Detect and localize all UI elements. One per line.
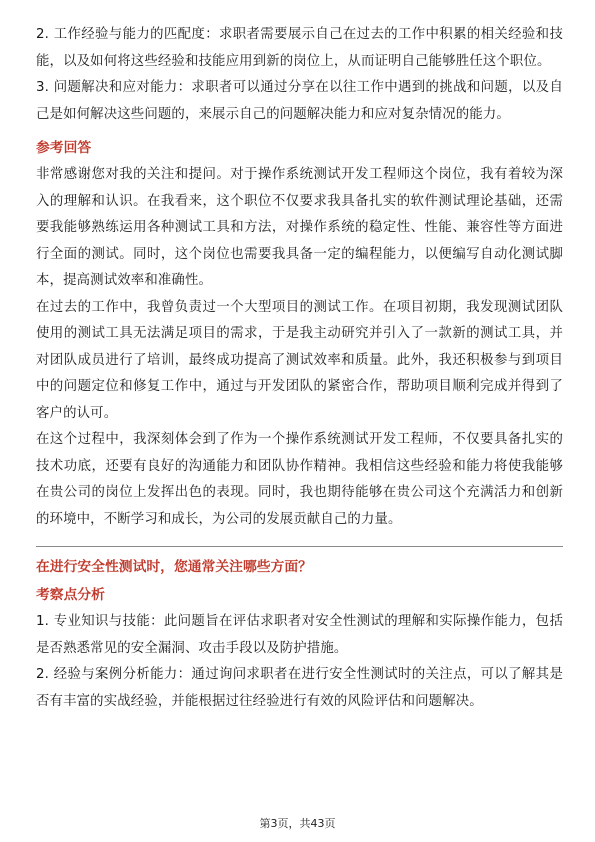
- section-heading: 参考回答: [36, 140, 92, 156]
- list-item: 2. 经验与案例分析能力：通过询问求职者在进行安全性测试时的关注点，可以了解其是否有丰富的实战经验，并能根据过往经验进行有效的风险评估和问题解决。: [36, 667, 563, 709]
- list-item: 2. 工作经验与能力的匹配度：求职者需要展示自己在过去的工作中积累的相关经验和技能，以及如何将这些经验和技能应用到新的岗位上，从而证明自己能够胜任这个职位。: [36, 27, 563, 69]
- next-question-section: [36, 555, 563, 715]
- question-title: 在进行安全性测试时，您通常关注哪些方面？: [36, 559, 312, 575]
- paragraph: 非常感谢您对我的关注和提问。对于操作系统测试开发工程师这个岗位，我有着较为深入的理解和认识。在我看来，这个职位不仅要求我具备扎实的软件测试理论基础，还需要我能够熟练运用各种测试工具和方法，对操作系统的稳定性、性能、兼容性等方面进行全面的测试。同时，这个岗位也需要我具备一定的编程能力，以便编写自动化测试脚本，提高测试效率和准确性。: [36, 167, 563, 288]
- paragraph: 在过去的工作中，我曾负责过一个大型项目的测试工作。在项目初期，我发现测试团队使用的测试工具无法满足项目的需求，于是我主动研究并引入了一款新的测试工具，并对团队成员进行了培训，最终成功提高了测试效率和质量。此外，我还积极参与到项目中的问题定位和修复工作中，通过与开发团队的紧密合作，帮助项目顺利完成并得到了客户的认可。: [36, 299, 563, 421]
- previous-section: [36, 22, 563, 128]
- section-heading: 考察点分析: [36, 587, 105, 603]
- page-footer: 第3页，共43页: [259, 817, 336, 830]
- paragraph: 在这个过程中，我深刻体会到了作为一个操作系统测试开发工程师，不仅要具备扎实的技术功底，还要有良好的沟通能力和团队协作精神。我相信这些经验和能力将使我能够在贵公司的岗位上发挥出色的表现。同时，我也期待能够在贵公司这个充满活力和创新的环境中，不断学习和成长，为公司的发展贡献自己的力量。: [36, 432, 563, 527]
- document-page: [36, 22, 563, 715]
- list-item: 3. 问题解决和应对能力：求职者可以通过分享在以往工作中遇到的挑战和问题，以及自己是如何解决这些问题的，来展示自己的问题解决能力和应对复杂情况的能力。: [36, 80, 563, 122]
- list-item: 1. 专业知识与技能：此问题旨在评估求职者对安全性测试的理解和实际操作能力，包括是否熟悉常见的安全漏洞、攻击手段以及防护措施。: [36, 614, 563, 656]
- reference-answer-section: [36, 136, 563, 533]
- section-divider: [36, 546, 563, 547]
